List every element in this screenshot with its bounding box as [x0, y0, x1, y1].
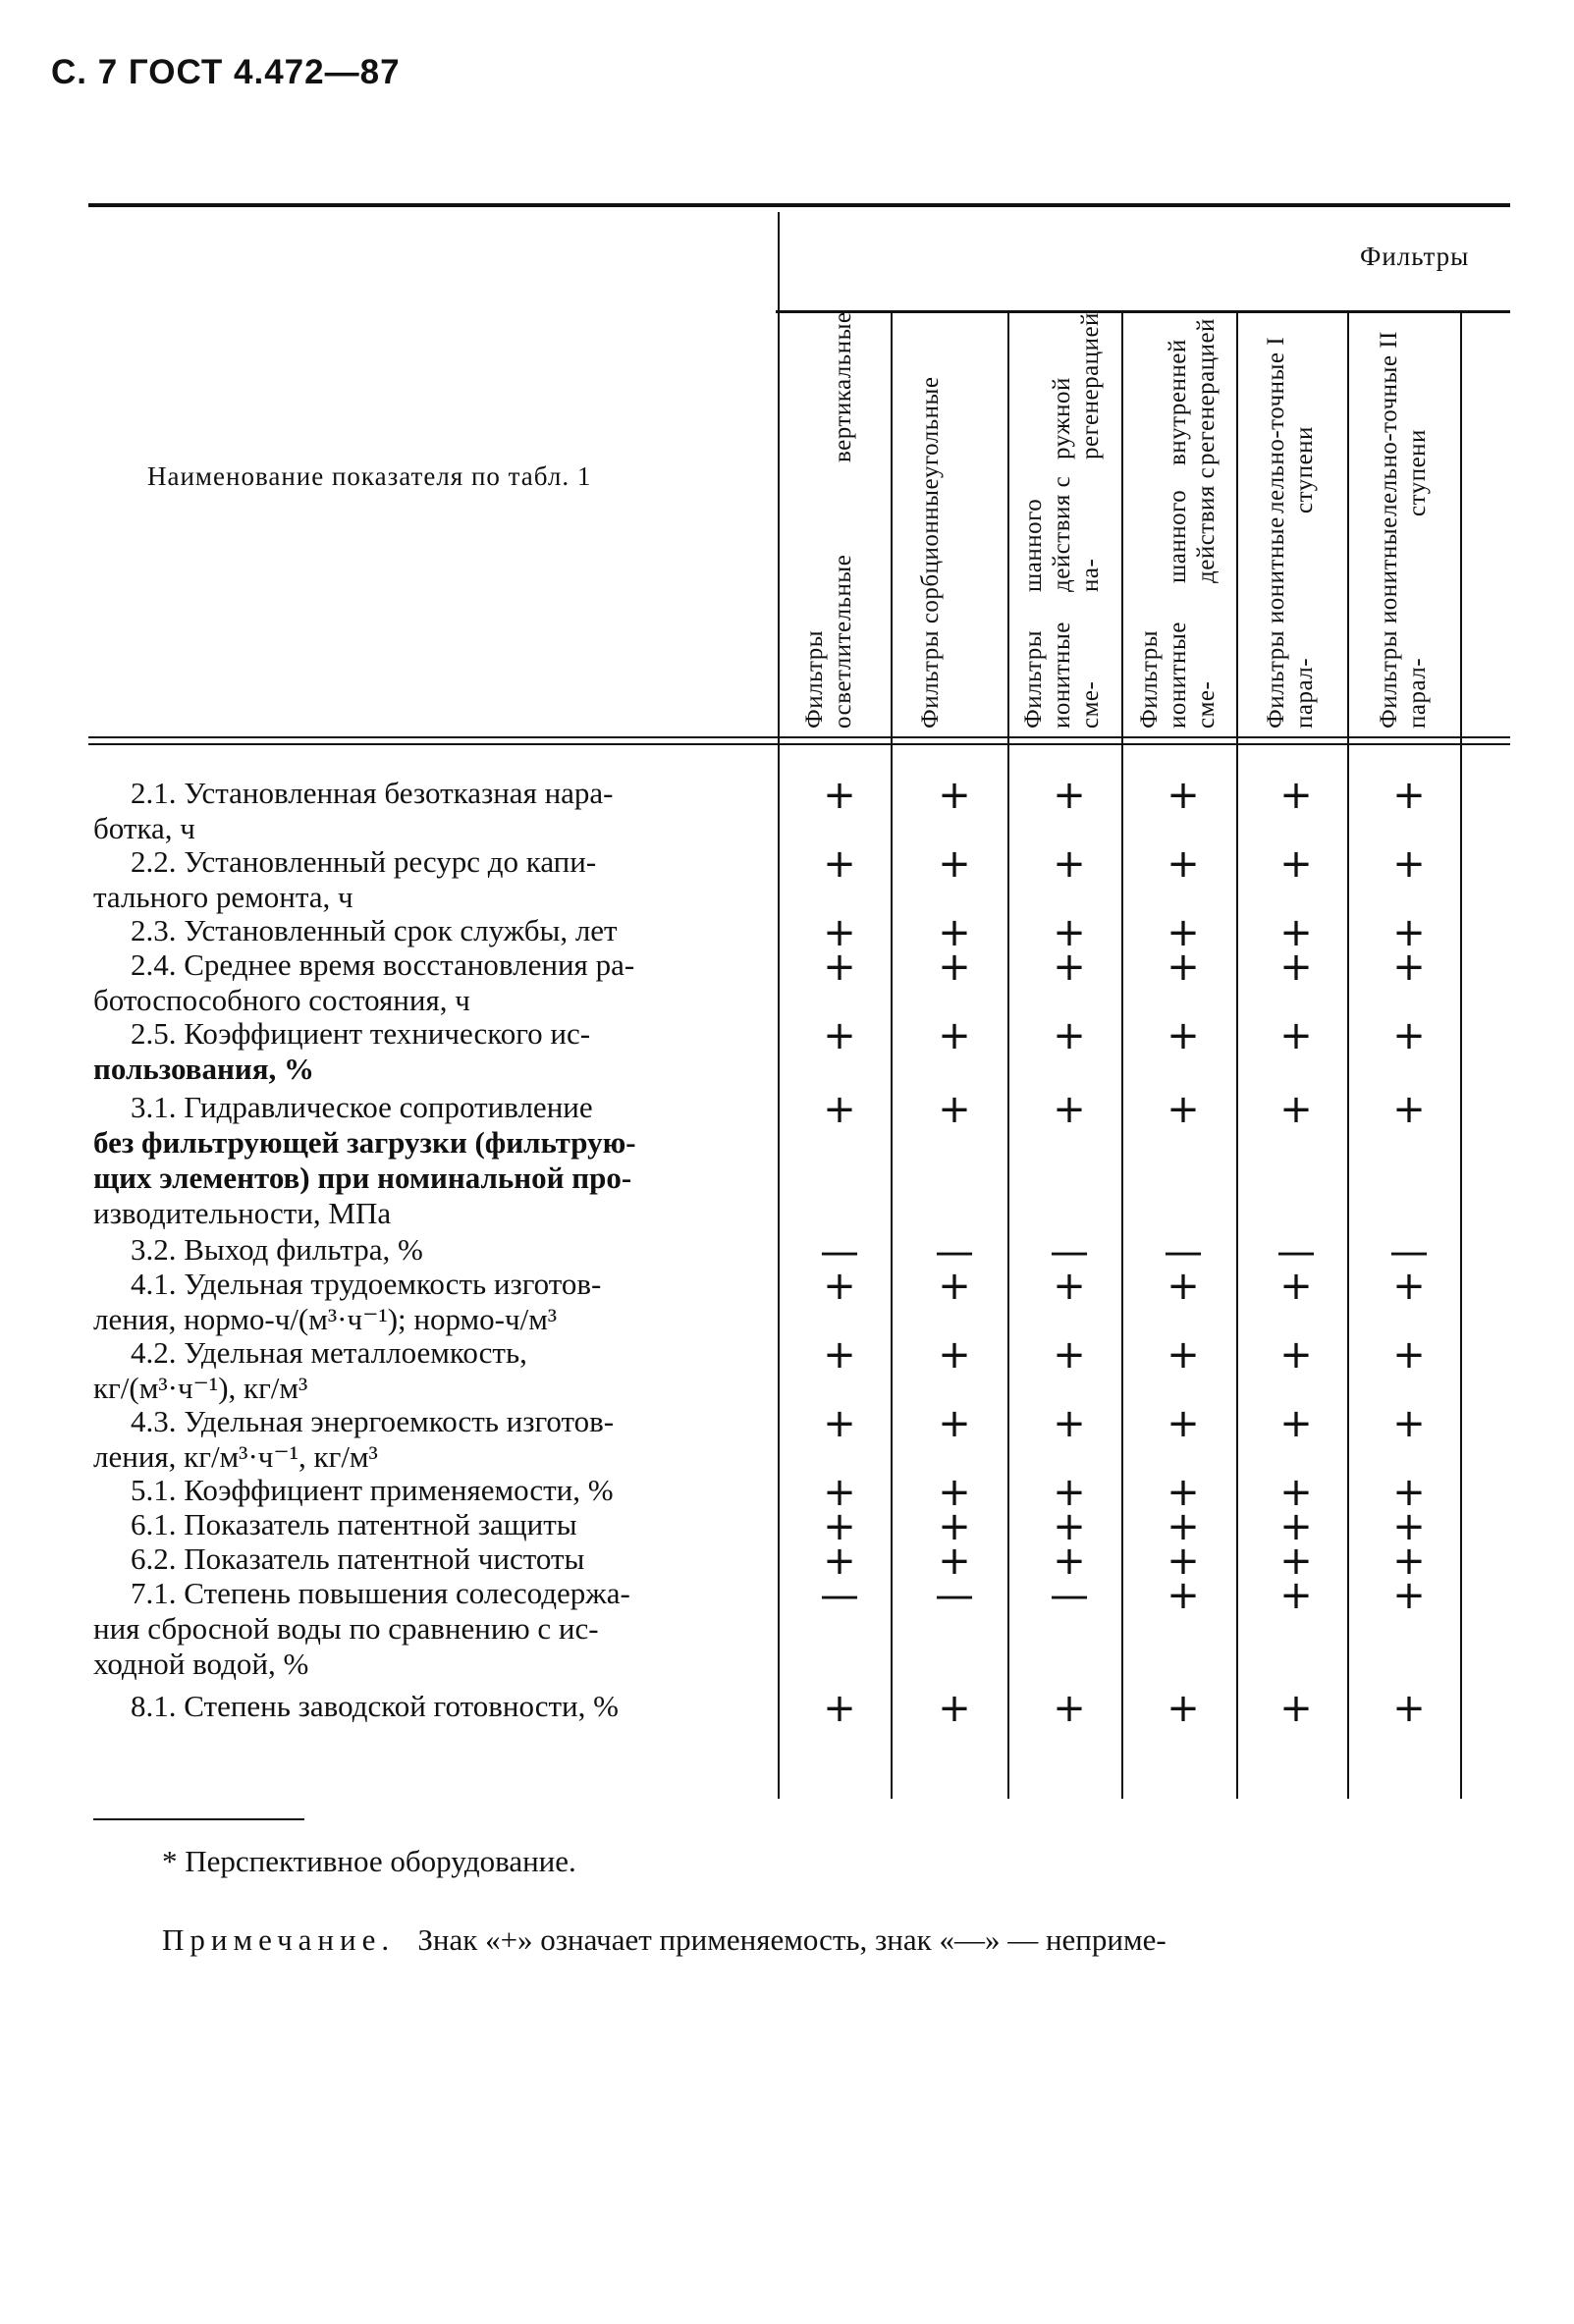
applicable-mark: +: [938, 1539, 971, 1584]
not-applicable-mark: —: [1164, 1229, 1203, 1274]
note-label: Примечание.: [162, 1922, 396, 1957]
row-label-continuation: без фильтрующей загрузки (фильтрую-: [93, 1125, 636, 1160]
row-label-line: 3.1. Гидравлическое сопротивление: [131, 1090, 593, 1124]
applicable-mark: +: [1053, 910, 1086, 955]
not-applicable-mark: —: [820, 1573, 859, 1618]
note-text: Знак «+» означает применяемость, знак «—» — неприме-: [417, 1922, 1167, 1957]
column-header: Фильтры ионитные сме- шанного действия с на- ружной регенерацией: [1020, 312, 1104, 729]
applicable-mark: +: [938, 1504, 971, 1549]
applicable-mark: +: [1167, 841, 1200, 887]
applicable-mark: +: [823, 1264, 856, 1309]
row-label: [93, 1473, 781, 1508]
applicable-mark: +: [1279, 945, 1313, 990]
row-label-continuation: ботоспособного состояния, ч: [93, 983, 470, 1017]
row-label-line: 2.1. Установленная безотказная нара-: [131, 776, 614, 810]
applicable-mark: +: [1392, 1504, 1426, 1549]
page-header: С. 7 ГОСТ 4.472—87: [51, 53, 401, 91]
applicable-mark: +: [938, 1332, 971, 1378]
not-applicable-mark: —: [935, 1229, 974, 1274]
row-label-continuation: пользования, %: [93, 1052, 314, 1086]
row-label: [93, 913, 781, 948]
row-label-continuation: ния сбросной воды по сравнению с ис-: [93, 1611, 599, 1646]
applicable-mark: +: [1279, 773, 1313, 818]
column-header: Фильтры ионитные сме- шанного действия с внутренней регенерацией: [1136, 317, 1220, 729]
applicable-mark: +: [938, 1686, 971, 1731]
row-label: [93, 1335, 781, 1406]
row-label: [93, 776, 781, 846]
row-label-line: 4.1. Удельная трудоемкость изготов-: [131, 1267, 602, 1301]
applicable-mark: +: [1279, 1470, 1313, 1515]
row-label: [93, 1689, 781, 1724]
row-label-continuation: щих элементов) при номинальной про-: [93, 1161, 632, 1195]
not-applicable-mark: —: [1276, 1229, 1316, 1274]
applicable-mark: +: [1279, 1087, 1313, 1132]
applicable-mark: +: [823, 1686, 856, 1731]
row-label-continuation: кг/(м³·ч⁻¹), кг/м³: [93, 1371, 308, 1405]
col-divider: [1236, 313, 1238, 1799]
applicable-mark: +: [1392, 1087, 1426, 1132]
row-label-line: 2.2. Установленный ресурс до капи-: [131, 844, 597, 879]
applicable-mark: +: [1053, 1504, 1086, 1549]
applicable-mark: +: [1167, 773, 1200, 818]
applicable-mark: +: [1053, 1470, 1086, 1515]
applicable-mark: +: [823, 1539, 856, 1584]
applicable-mark: +: [1392, 1264, 1426, 1309]
applicable-mark: +: [1167, 1332, 1200, 1378]
applicable-mark: +: [823, 1332, 856, 1378]
column-header: Фильтры ионитные парал- лельно-точные I ступени: [1263, 336, 1318, 729]
applicable-mark: +: [823, 1504, 856, 1549]
applicable-mark: +: [938, 1470, 971, 1515]
column-header: Фильтры осветлительные вертикальные: [801, 312, 856, 729]
applicable-mark: +: [1392, 1539, 1426, 1584]
group-title: Фильтры: [1360, 242, 1470, 271]
applicable-mark: +: [1053, 1686, 1086, 1731]
applicable-mark: +: [1053, 1401, 1086, 1446]
row-label-line: 6.2. Показатель патентной чистоты: [131, 1541, 585, 1576]
applicable-mark: +: [1053, 1087, 1086, 1132]
row-label: [93, 1576, 781, 1682]
row-label-continuation: ходной водой, %: [93, 1647, 309, 1681]
applicable-mark: +: [1392, 1470, 1426, 1515]
applicable-mark: +: [938, 1087, 971, 1132]
applicable-mark: +: [1053, 945, 1086, 990]
applicable-mark: +: [1279, 1573, 1313, 1618]
applicable-mark: +: [1392, 1401, 1426, 1446]
row-label-line: 2.3. Установленный срок службы, лет: [131, 913, 618, 947]
row-label-line: 5.1. Коэффициент применяемости, %: [131, 1473, 614, 1507]
applicable-mark: +: [1279, 841, 1313, 887]
column-header: Фильтры сорбционные угольные: [917, 376, 944, 729]
applicable-mark: +: [1392, 1332, 1426, 1378]
applicable-mark: +: [1392, 910, 1426, 955]
applicable-mark: +: [938, 910, 971, 955]
applicable-mark: +: [1392, 773, 1426, 818]
row-label-line: 7.1. Степень повышения солесодержа-: [131, 1576, 630, 1610]
applicable-mark: +: [823, 841, 856, 887]
applicable-mark: +: [823, 945, 856, 990]
applicable-mark: +: [1279, 1504, 1313, 1549]
applicable-mark: +: [1053, 1264, 1086, 1309]
applicable-mark: +: [823, 1401, 856, 1446]
applicable-mark: +: [1167, 1013, 1200, 1058]
applicable-mark: +: [823, 773, 856, 818]
row-label: [93, 947, 781, 1018]
not-applicable-mark: —: [1050, 1229, 1089, 1274]
row-label: [93, 1267, 781, 1337]
applicable-mark: +: [823, 1087, 856, 1132]
applicable-mark: +: [1053, 1013, 1086, 1058]
header-bottom-rule-2: [88, 743, 1510, 745]
applicable-mark: +: [1167, 1504, 1200, 1549]
applicable-mark: +: [1279, 1539, 1313, 1584]
column-header: Фильтры ионитные парал- лельно-точные II ступени: [1376, 331, 1431, 729]
applicable-mark: +: [1392, 1686, 1426, 1731]
row-label-line: 3.2. Выход фильтра, %: [131, 1232, 423, 1267]
col-divider: [891, 313, 893, 1799]
row-label: [93, 1541, 781, 1577]
applicable-mark: +: [938, 1013, 971, 1058]
row-label-continuation: тального ремонта, ч: [93, 880, 353, 914]
applicable-mark: +: [1053, 1332, 1086, 1378]
applicable-mark: +: [938, 945, 971, 990]
row-label: [93, 1507, 781, 1542]
row-label-line: 2.5. Коэффициент технического ис-: [131, 1016, 591, 1051]
applicable-mark: +: [1392, 1013, 1426, 1058]
applicable-mark: +: [938, 1401, 971, 1446]
applicable-mark: +: [1167, 1401, 1200, 1446]
table-top-rule: [88, 203, 1510, 207]
applicable-mark: +: [1167, 1686, 1200, 1731]
col-divider: [1121, 313, 1123, 1799]
row-label: [93, 1016, 781, 1087]
applicable-mark: +: [1392, 945, 1426, 990]
not-applicable-mark: —: [935, 1573, 974, 1618]
applicable-mark: +: [1053, 1539, 1086, 1584]
applicable-mark: +: [1167, 1264, 1200, 1309]
not-applicable-mark: —: [1050, 1573, 1089, 1618]
col-divider: [1460, 313, 1462, 1799]
applicable-mark: +: [1279, 1401, 1313, 1446]
col-divider: [1347, 313, 1349, 1799]
applicable-mark: +: [1167, 1470, 1200, 1515]
row-label-continuation: ления, кг/м³·ч⁻¹, кг/м³: [93, 1439, 378, 1474]
not-applicable-mark: —: [1389, 1229, 1429, 1274]
applicable-mark: +: [938, 841, 971, 887]
applicable-mark: +: [1279, 1013, 1313, 1058]
applicable-mark: +: [938, 773, 971, 818]
applicable-mark: +: [823, 1013, 856, 1058]
applicable-mark: +: [1392, 1573, 1426, 1618]
row-label-line: 4.3. Удельная энергоемкость изготов-: [131, 1404, 615, 1438]
applicable-mark: +: [1053, 841, 1086, 887]
row-label-line: 6.1. Показатель патентной защиты: [131, 1507, 577, 1541]
row-label-line: 8.1. Степень заводской готовности, %: [131, 1689, 619, 1723]
row-label: [93, 1404, 781, 1475]
not-applicable-mark: —: [820, 1229, 859, 1274]
applicable-mark: +: [1167, 910, 1200, 955]
row-label: [93, 1090, 781, 1231]
row-label-continuation: изводительности, МПа: [93, 1196, 392, 1230]
row-label-continuation: ботка, ч: [93, 811, 195, 845]
row-label: [93, 1232, 781, 1268]
applicable-mark: +: [1279, 910, 1313, 955]
applicable-mark: +: [1053, 773, 1086, 818]
applicable-mark: +: [823, 1470, 856, 1515]
applicable-mark: +: [1279, 1332, 1313, 1378]
applicable-mark: +: [1167, 1573, 1200, 1618]
indicator-column-header: Наименование показателя по табл. 1: [147, 461, 592, 491]
applicable-mark: +: [1167, 1087, 1200, 1132]
row-label: [93, 844, 781, 915]
applicable-mark: +: [823, 910, 856, 955]
col-divider: [1007, 313, 1009, 1799]
header-bottom-rule: [88, 736, 1510, 738]
row-label-line: 2.4. Среднее время восстановления ра-: [131, 947, 635, 982]
applicable-mark: +: [1167, 945, 1200, 990]
applicable-mark: +: [1392, 841, 1426, 887]
applicable-mark: +: [1167, 1539, 1200, 1584]
footnote-rule: [93, 1818, 304, 1820]
note: [162, 1922, 1167, 1958]
applicable-mark: +: [1279, 1686, 1313, 1731]
applicable-mark: +: [938, 1264, 971, 1309]
applicable-mark: +: [1279, 1264, 1313, 1309]
row-label-line: 4.2. Удельная металлоемкость,: [131, 1335, 527, 1370]
row-label-continuation: ления, нормо-ч/(м³·ч⁻¹); нормо-ч/м³: [93, 1302, 558, 1336]
footnote: * Перспективное оборудование.: [162, 1844, 576, 1878]
